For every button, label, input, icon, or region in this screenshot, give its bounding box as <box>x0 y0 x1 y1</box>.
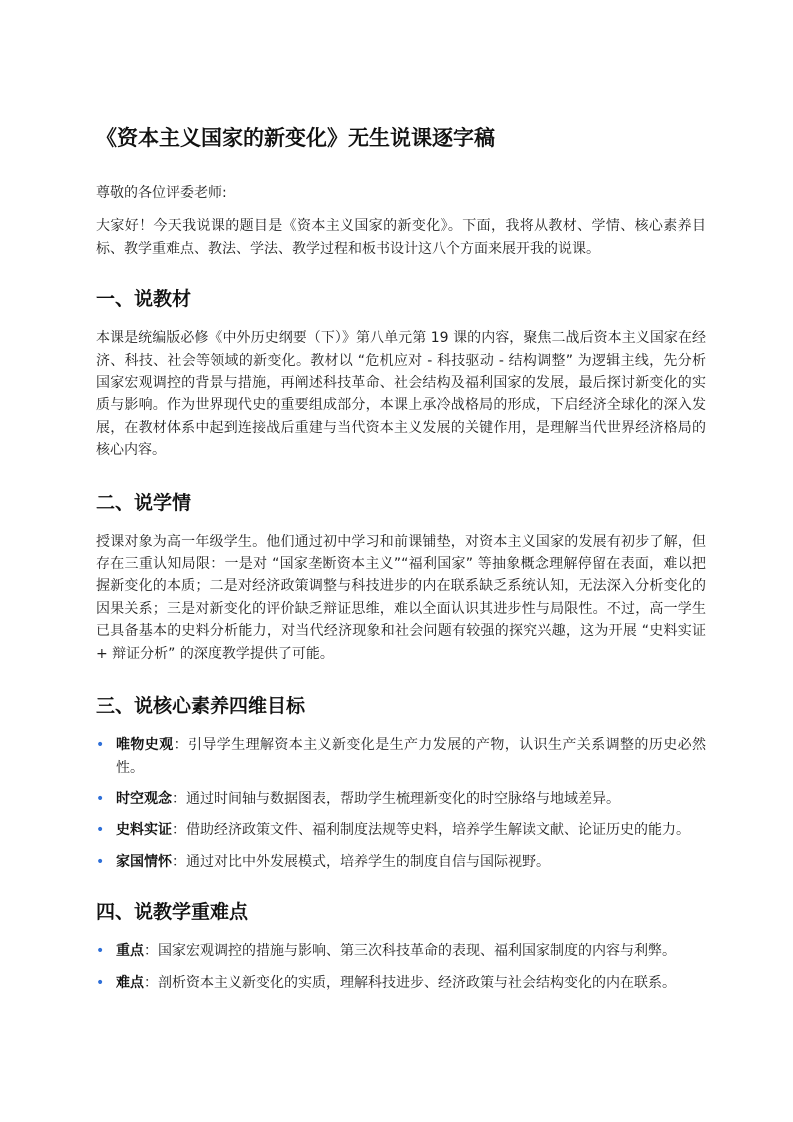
bullet-icon: • <box>96 737 105 754</box>
list-item-term: 难点 <box>116 974 144 991</box>
bullet-icon: • <box>96 853 105 870</box>
bullet-icon: • <box>96 974 105 991</box>
goals-list <box>96 734 706 873</box>
section-heading-textbook: 一、说教材 <box>96 288 192 311</box>
list-item-term: 时空观念 <box>116 790 172 807</box>
section-students-paragraph: 授课对象为高一年级学生。他们通过初中学习和前课铺垫，对资本主义国家的发展有初步了解，但存在三重认知局限：一是对 “国家垄断资本主义”“福利国家” 等抽象概念理解停留在表面，难以把握新变化的本质；二是对经济政策调整与科技进步的内在联系缺乏系统认知，无法深入分析变化的因果关系；三是对新变化的评价缺乏辩证思维，难以全面认识其进步性与局限性。不过，高一学生已具备基本的史料分析能力，对当代经济现象和社会问题有较强的探究兴趣，这为开展 “史料实证 + 辩证分析” 的深度教学提供了可能。 <box>96 533 706 662</box>
list-item <box>96 851 706 873</box>
document-title: 《资本主义国家的新变化》无生说课逐字稿 <box>96 126 495 150</box>
section-textbook-paragraph: 本课是统编版必修《中外历史纲要（下）》第八单元第 19 课的内容，聚焦二战后资本主义国家在经济、科技、社会等领域的新变化。教材以 “危机应对 - 科技驱动 - 结构调整” 为逻辑主线，先分析国家宏观调控的背景与措施，再阐述科技革命、社会结构及福利国家的发展，最后探讨新变化的实质与影响。作为世界现代史的重要组成部分，本课上承冷战格局的形成，下启经济全球化的深入发展，在教材体系中起到连接战后重建与当代资本主义发展的关键作用，是理解当代世界经济格局的核心内容。 <box>96 330 706 459</box>
list-item-text: ：剖析资本主义新变化的实质，理解科技进步、经济政策与社会结构变化的内在联系。 <box>144 974 676 991</box>
list-item-term: 史料实证 <box>116 822 172 839</box>
bullet-icon: • <box>96 943 105 960</box>
list-item-text: ：引导学生理解资本主义新变化是生产力发展的产物，认识生产关系调整的历史必然性。 <box>116 737 707 776</box>
section-heading-key-points: 四、说教学重难点 <box>96 901 249 924</box>
greeting: 尊敬的各位评委老师: <box>96 185 227 201</box>
bullet-icon: • <box>96 822 105 839</box>
list-item <box>96 788 706 810</box>
list-item <box>96 940 706 962</box>
intro-paragraph: 大家好！今天我说课的题目是《资本主义国家的新变化》。下面，我将从教材、学情、核心素养目标、教学重难点、教法、学法、教学过程和板书设计这八个方面来展开我的说课。 <box>96 218 706 257</box>
key-points-list <box>96 940 706 994</box>
bullet-icon: • <box>96 790 105 807</box>
list-item-text: ：通过对比中外发展模式，培养学生的制度自信与国际视野。 <box>172 853 550 870</box>
list-item-term: 重点 <box>116 943 144 960</box>
list-item-text: ：国家宏观调控的措施与影响、第三次科技革命的表现、福利国家制度的内容与利弊。 <box>144 943 676 960</box>
section-heading-students: 二、说学情 <box>96 491 192 514</box>
list-item <box>96 734 706 779</box>
list-item <box>96 819 706 841</box>
list-item-text: ：借助经济政策文件、福利制度法规等史料，培养学生解读文献、论证历史的能力。 <box>172 822 690 839</box>
list-item-text: ：通过时间轴与数据图表，帮助学生梳理新变化的时空脉络与地域差异。 <box>172 790 620 807</box>
document-content <box>96 122 706 1018</box>
list-item <box>96 972 706 994</box>
list-item-term: 家国情怀 <box>116 853 172 870</box>
section-heading-goals: 三、说核心素养四维目标 <box>96 695 306 718</box>
list-item-term: 唯物史观 <box>116 737 174 754</box>
